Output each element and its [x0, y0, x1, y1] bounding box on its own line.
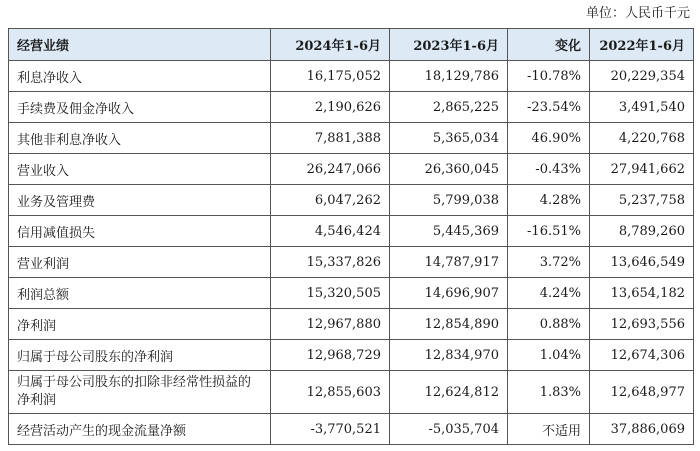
- row-label: 归属于母公司股东的净利润: [9, 340, 271, 371]
- row-label: 业务及管理费: [9, 185, 271, 216]
- cell-2023h1: 14,787,917: [390, 247, 508, 278]
- cell-2022h1: 20,229,354: [590, 61, 694, 92]
- cell-2022h1: 13,654,182: [590, 278, 694, 309]
- cell-change: -16.51%: [508, 216, 590, 247]
- cell-2022h1: 8,789,260: [590, 216, 694, 247]
- row-label: 经营活动产生的现金流量净额: [9, 414, 271, 445]
- cell-2024h1: 4,546,424: [271, 216, 390, 247]
- cell-2023h1: 5,365,034: [390, 123, 508, 154]
- table-row: [9, 340, 694, 371]
- cell-change: 4.28%: [508, 185, 590, 216]
- cell-2024h1: 2,190,626: [271, 92, 390, 123]
- cell-2024h1: 26,247,066: [271, 154, 390, 185]
- cell-2022h1: 37,886,069: [590, 414, 694, 445]
- cell-change: 不适用: [508, 414, 590, 445]
- cell-2023h1: 5,445,369: [390, 216, 508, 247]
- cell-2023h1: 12,854,890: [390, 309, 508, 340]
- cell-change: 1.83%: [508, 371, 590, 414]
- row-label: 信用减值损失: [9, 216, 271, 247]
- cell-2022h1: 5,237,758: [590, 185, 694, 216]
- header-2023h1: 2023年1-6月: [390, 29, 508, 61]
- row-label: 归属于母公司股东的扣除非经常性损益的净利润: [9, 371, 271, 414]
- cell-change: 4.24%: [508, 278, 590, 309]
- cell-2023h1: 26,360,045: [390, 154, 508, 185]
- row-label: 营业收入: [9, 154, 271, 185]
- cell-2023h1: 5,799,038: [390, 185, 508, 216]
- cell-2022h1: 12,648,977: [590, 371, 694, 414]
- cell-change: 46.90%: [508, 123, 590, 154]
- table-row: [9, 371, 694, 414]
- row-label: 利息净收入: [9, 61, 271, 92]
- cell-change: -0.43%: [508, 154, 590, 185]
- row-label: 净利润: [9, 309, 271, 340]
- cell-2022h1: 3,491,540: [590, 92, 694, 123]
- cell-change: 0.88%: [508, 309, 590, 340]
- cell-2022h1: 12,674,306: [590, 340, 694, 371]
- table-row: [9, 123, 694, 154]
- table-row: [9, 154, 694, 185]
- row-label: 营业利润: [9, 247, 271, 278]
- header-2024h1: 2024年1-6月: [271, 29, 390, 61]
- cell-2024h1: 16,175,052: [271, 61, 390, 92]
- unit-label: 单位：人民币千元: [585, 6, 690, 21]
- cell-change: -10.78%: [508, 61, 590, 92]
- cell-2023h1: 18,129,786: [390, 61, 508, 92]
- cell-2022h1: 12,693,556: [590, 309, 694, 340]
- cell-2024h1: 12,967,880: [271, 309, 390, 340]
- cell-2023h1: 12,834,970: [390, 340, 508, 371]
- cell-2024h1: 6,047,262: [271, 185, 390, 216]
- table-row: [9, 247, 694, 278]
- cell-2024h1: 12,855,603: [271, 371, 390, 414]
- table-row: [9, 92, 694, 123]
- table-row: [9, 278, 694, 309]
- row-label: 手续费及佣金净收入: [9, 92, 271, 123]
- cell-2022h1: 13,646,549: [590, 247, 694, 278]
- cell-2024h1: 12,968,729: [271, 340, 390, 371]
- cell-change: 1.04%: [508, 340, 590, 371]
- cell-2023h1: 12,624,812: [390, 371, 508, 414]
- cell-2023h1: 2,865,225: [390, 92, 508, 123]
- cell-change: -23.54%: [508, 92, 590, 123]
- table-header-row: [9, 29, 694, 61]
- cell-change: 3.72%: [508, 247, 590, 278]
- table-row: [9, 414, 694, 445]
- cell-2024h1: -3,770,521: [271, 414, 390, 445]
- header-metric: 经营业绩: [9, 29, 271, 61]
- cell-2023h1: 14,696,907: [390, 278, 508, 309]
- cell-2022h1: 4,220,768: [590, 123, 694, 154]
- cell-2023h1: -5,035,704: [390, 414, 508, 445]
- table-row: [9, 216, 694, 247]
- table-row: [9, 309, 694, 340]
- table-row: [9, 61, 694, 92]
- cell-2024h1: 15,320,505: [271, 278, 390, 309]
- header-change: 变化: [508, 29, 590, 61]
- cell-2024h1: 15,337,826: [271, 247, 390, 278]
- performance-table: [8, 28, 694, 445]
- cell-2024h1: 7,881,388: [271, 123, 390, 154]
- header-2022h1: 2022年1-6月: [590, 29, 694, 61]
- table-row: [9, 185, 694, 216]
- row-label: 其他非利息净收入: [9, 123, 271, 154]
- row-label: 利润总额: [9, 278, 271, 309]
- cell-2022h1: 27,941,662: [590, 154, 694, 185]
